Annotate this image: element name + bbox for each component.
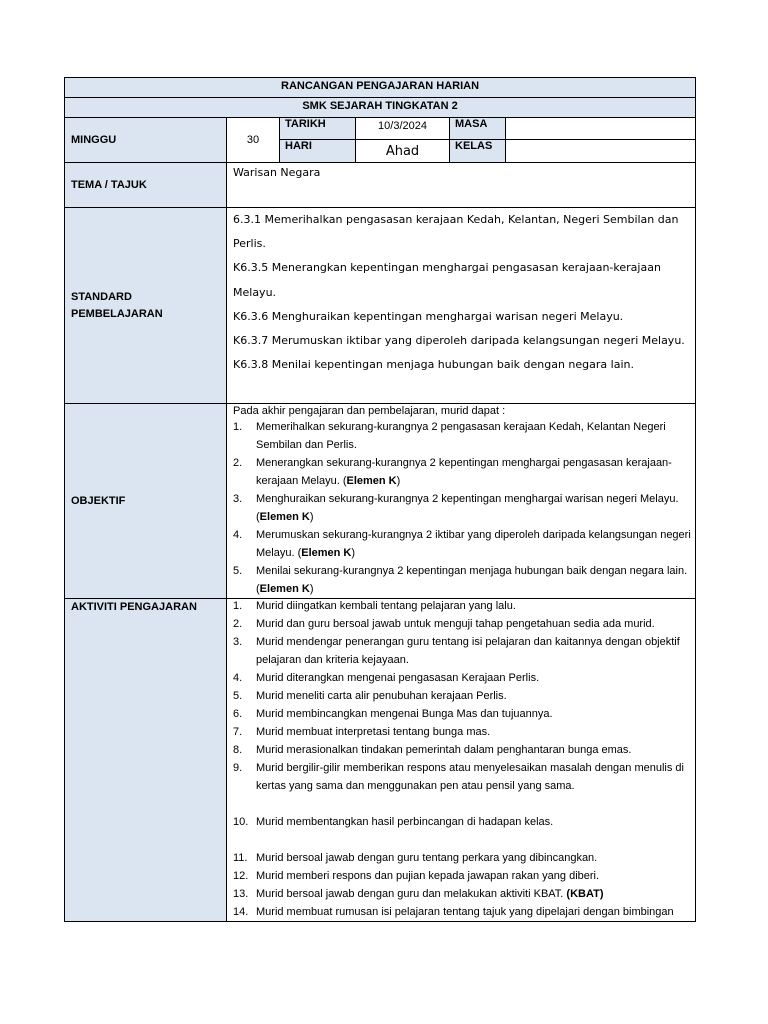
standard-list — [227, 208, 696, 404]
standard-label — [65, 208, 227, 404]
lesson-plan-table — [64, 77, 696, 922]
list-item: 5. Menilai sekurang-kurangnya 2 kepentingan menjaga hubungan baik dengan negara lain. (Elemen K) — [233, 565, 688, 595]
minggu-label: MINGGU — [65, 118, 227, 163]
tarikh-value: 10/3/2024 — [356, 118, 450, 140]
aktiviti-list — [227, 599, 696, 922]
list-spacer — [233, 795, 691, 813]
list-item: 12. Murid memberi respons dan pujian kepada jawapan rakan yang diberi. — [233, 870, 600, 882]
list-item: 4. Merumuskan sekurang-kurangnya 2 iktibar yang diperoleh daripada kelangsungan negeri Melayu. (Elemen K) — [233, 529, 691, 559]
list-item: 2. Murid dan guru bersoal jawab untuk menguji tahap pengetahuan sedia ada murid. — [233, 618, 655, 630]
standard-label-line2: PEMBELAJARAN — [71, 307, 163, 320]
tarikh-label: TARIKH — [280, 118, 356, 140]
plan-title: RANCANGAN PENGAJARAN HARIAN — [65, 78, 696, 98]
list-item: 2. Menerangkan sekurang-kurangnya 2 kepentingan menghargai pengasasan kerajaan-kerajaan Melayu. (Elemen K) — [233, 457, 672, 487]
list-item: 14. Murid membuat rumusan isi pelajaran tentang tajuk yang dipelajari dengan bimbingan — [233, 906, 674, 918]
standard-item: K6.3.7 Merumuskan iktibar yang diperoleh daripada kelangsungan negeri Melayu. — [233, 334, 685, 348]
hari-value: Ahad — [356, 140, 450, 163]
list-item: 10. Murid membentangkan hasil perbincangan di hadapan kelas. — [233, 816, 554, 828]
list-item: 11. Murid bersoal jawab dengan guru tentang perkara yang dibincangkan. — [233, 852, 598, 864]
kelas-label: KELAS — [450, 140, 506, 163]
tema-label: TEMA / TAJUK — [65, 163, 227, 208]
list-spacer — [233, 831, 691, 849]
list-item: 13. Murid bersoal jawab dengan guru dan melakukan aktiviti KBAT. (KBAT) — [233, 888, 604, 900]
standard-label-line1: STANDARD — [71, 290, 132, 303]
kelas-value — [506, 140, 696, 163]
tema-value: Warisan Negara — [227, 163, 696, 208]
standard-item: K6.3.6 Menghuraikan kepentingan menghargai warisan negeri Melayu. — [233, 309, 624, 323]
list-item: 1. Murid diingatkan kembali tentang pelajaran yang lalu. — [233, 600, 516, 612]
standard-item: K6.3.8 Menilai kepentingan menjaga hubungan baik dengan negara lain. — [233, 358, 634, 372]
list-item: 7. Murid membuat interpretasi tentang bunga mas. — [233, 726, 491, 738]
standard-item: K6.3.5 Menerangkan kepentingan menghargai pengasasan kerajaan-kerajaan Melayu. — [233, 261, 661, 299]
list-item: 3. Menghuraikan sekurang-kurangnya 2 kepentingan menghargai warisan negeri Melayu. (Elemen K) — [233, 493, 679, 523]
plan-subtitle: SMK SEJARAH TINGKATAN 2 — [65, 98, 696, 118]
list-item: 3. Murid mendengar penerangan guru tentang isi pelajaran dan kaitannya dengan objektif pelajaran dan kriteria kejayaan. — [233, 636, 680, 666]
hari-label: HARI — [280, 140, 356, 163]
aktiviti-label: AKTIVITI PENGAJARAN — [65, 599, 227, 922]
minggu-value: 30 — [227, 118, 280, 163]
masa-label: MASA — [450, 118, 506, 140]
standard-item: 6.3.1 Memerihalkan pengasasan kerajaan Kedah, Kelantan, Negeri Sembilan dan Perlis. — [233, 213, 679, 251]
objektif-list — [227, 404, 696, 599]
list-item: 4. Murid diterangkan mengenai pengasasan Kerajaan Perlis. — [233, 672, 540, 684]
list-item: 6. Murid membincangkan mengenai Bunga Mas dan tujuannya. — [233, 708, 553, 720]
list-item: 1. Memerihalkan sekurang-kurangnya 2 pengasasan kerajaan Kedah, Kelantan Negeri Sembilan dan Perlis. — [233, 421, 666, 451]
masa-value — [506, 118, 696, 140]
list-item: 5. Murid meneliti carta alir penubuhan kerajaan Perlis. — [233, 690, 507, 702]
objektif-intro: Pada akhir pengajaran dan pembelajaran, murid dapat : — [233, 405, 506, 417]
objektif-label: OBJEKTIF — [65, 404, 227, 599]
list-item: 8. Murid merasionalkan tindakan pemerintah dalam penghantaran bunga emas. — [233, 744, 632, 756]
list-item: 9. Murid bergilir-gilir memberikan respons atau menyelesaikan masalah dengan menulis di kertas yang sama dan menggunakan pen atau pensil yang sama. — [233, 762, 684, 792]
